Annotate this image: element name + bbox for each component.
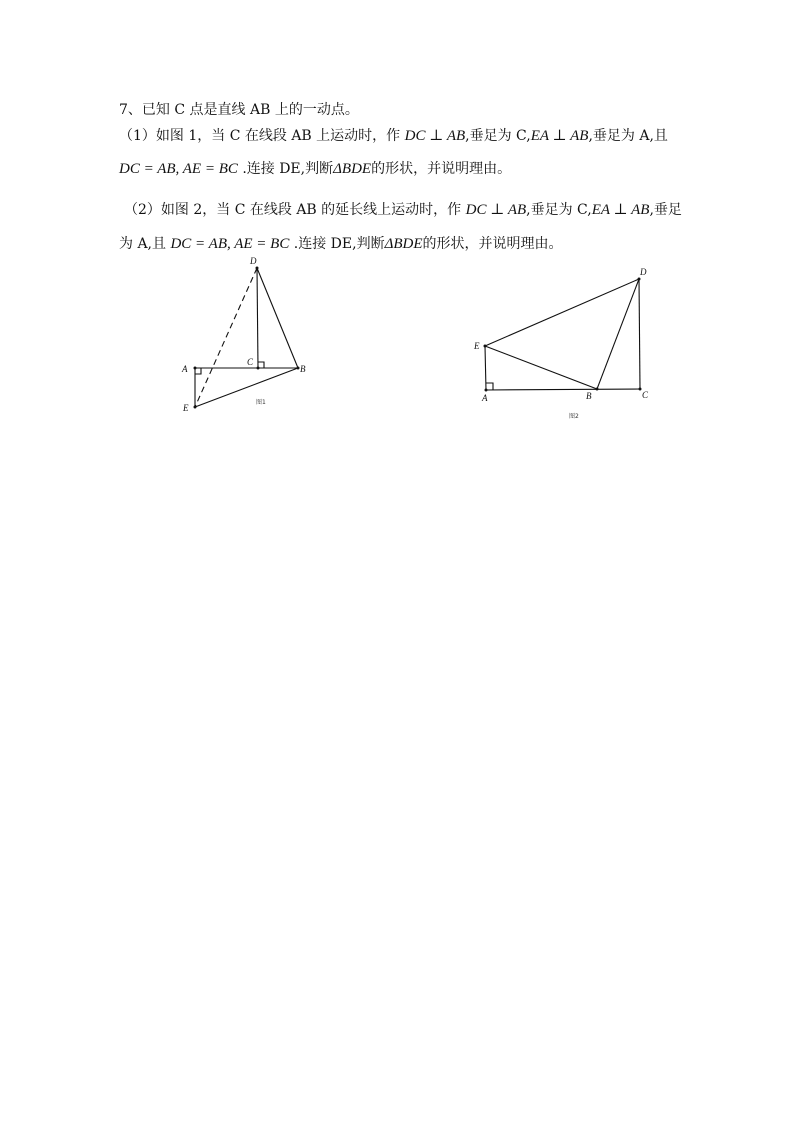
part2-math-dc-perp-ab: DC ⊥ AB [465,202,527,218]
fig2-segment-eb [485,346,597,389]
part2-text-b: ,垂足为 C, [526,202,592,218]
part1-text-c: ,垂足为 A,且 [588,128,668,144]
part1-text-e: 的形状，并说明理由。 [371,161,512,177]
part2-text-a: （2）如图 2，当 C 在线段 AB 的延长线上运动时，作 [124,202,462,218]
part1-line1 [119,125,668,145]
fig2-segment-bd [597,279,639,389]
part2-text-e: .连接 DE,判断 [293,236,385,252]
figure-2 [465,262,660,424]
fig1-segment-dc [257,268,258,368]
problem-title: 7、已知 C 点是直线 AB 上的一动点。 [119,102,359,118]
part1-line2 [119,158,511,178]
fig1-label-b: B [300,364,306,374]
part2-math-ea-perp-ab: EA ⊥ AB [591,202,650,218]
fig2-segment-ac [486,389,640,390]
part2-text-d: 为 A,且 [119,236,167,252]
part2-line1 [124,199,682,219]
part1-text-b: ,垂足为 C, [465,128,531,144]
part1-math-equalities: DC = AB, AE = BC [119,161,238,177]
fig2-caption: 图2 [569,413,579,420]
fig2-label-a: A [482,393,488,403]
part1-math-dc-perp-ab: DC ⊥ AB [404,128,466,144]
fig1-segment-de-dashed [195,268,257,407]
part2-math-equalities: DC = AB, AE = BC [170,236,290,252]
part1-math-ea-perp-ab: EA ⊥ AB [530,128,589,144]
fig2-label-c: C [642,390,649,400]
part1-text-d: .连接 DE,判断 [242,161,334,177]
fig2-segment-ea [485,346,486,390]
figure-1 [175,252,320,417]
part2-math-triangle: ΔBDE [384,236,423,252]
fig2-label-d: D [640,267,647,277]
fig2-segment-dc [639,279,640,389]
fig2-label-e: E [474,341,480,351]
fig1-label-d: D [250,256,257,266]
part1-math-triangle: ΔBDE [333,161,372,177]
fig2-segment-ed [485,279,639,346]
fig1-label-a: A [182,364,188,374]
part2-line2 [119,233,563,253]
part2-text-c: ,垂足 [649,202,682,218]
part1-text-a: （1）如图 1，当 C 在线段 AB 上运动时，作 [119,128,401,144]
fig1-caption: 图1 [256,399,266,406]
fig1-segment-db [257,268,298,368]
fig1-label-c: C [247,357,254,367]
fig1-segment-eb [195,368,298,407]
fig2-label-b: B [586,391,592,401]
fig1-label-e: E [183,403,189,413]
part2-text-f: 的形状，并说明理由。 [422,236,563,252]
